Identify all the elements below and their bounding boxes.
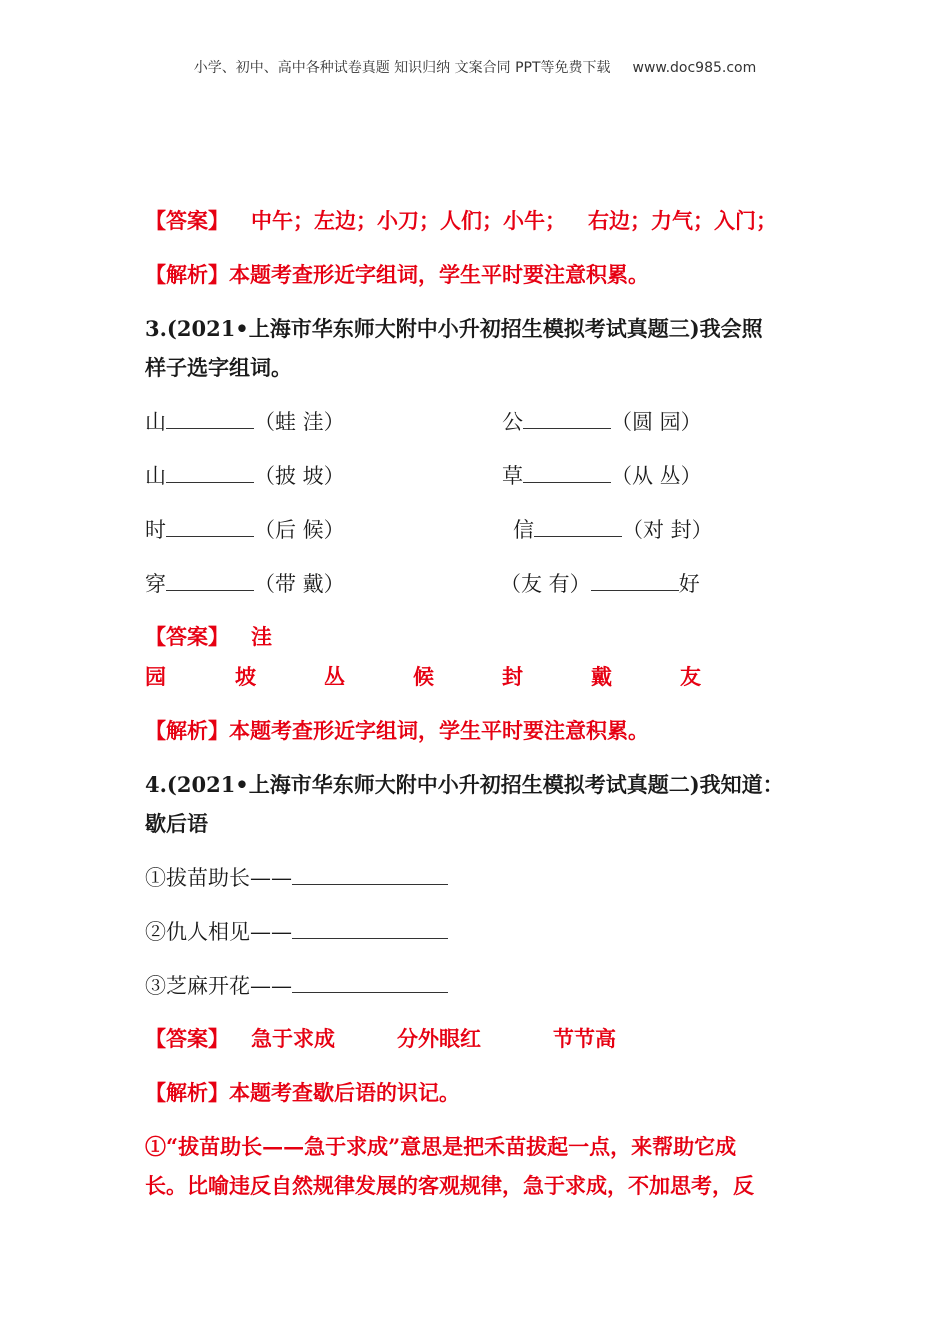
q2-answer-part1: 中午；左边；小刀；人们；小牛； xyxy=(251,208,566,233)
item-choices: （对 封） xyxy=(622,518,713,542)
item-prefix: 信 xyxy=(513,518,534,542)
q4-analysis-line xyxy=(145,1078,460,1108)
item-prefix: 草 xyxy=(502,464,523,488)
q2-answer-part2: 右边；力气；入门； xyxy=(588,208,777,233)
answer-blank[interactable] xyxy=(292,862,448,885)
answer-label: 【答案】 xyxy=(145,208,229,233)
item-choices: （披 坡） xyxy=(254,464,345,488)
item-prefix: 时 xyxy=(145,518,166,542)
q4-title-line2: 歇后语 xyxy=(145,811,208,836)
q3-analysis-line xyxy=(145,716,649,746)
item-suffix: 好 xyxy=(678,572,700,596)
q3-title-line1: 3.(2021•上海市华东师大附中小升初招生模拟考试真题三)我会照 xyxy=(145,316,763,341)
item-choices: （从 丛） xyxy=(611,464,702,488)
answer-blank[interactable] xyxy=(166,406,254,429)
answer-label: 【答案】 xyxy=(145,1026,229,1051)
answer-blank[interactable] xyxy=(523,406,611,429)
q3-analysis-text: 本题考查形近字组词，学生平时要注意积累。 xyxy=(229,718,649,743)
q3-answer-item: 封 xyxy=(502,664,523,689)
q2-answer-line xyxy=(145,206,777,236)
q4-answer-item: 节节高 xyxy=(553,1026,616,1051)
q3-answer-item: 坡 xyxy=(235,664,256,689)
q3-item-2 xyxy=(502,406,702,437)
item-choices: （友 有） xyxy=(500,572,591,596)
answer-blank[interactable] xyxy=(292,916,448,939)
header-text: 小学、初中、高中各种试卷真题 知识归纳 文案合同 PPT等免费下载 xyxy=(193,60,611,76)
analysis-label: 【解析】 xyxy=(145,262,229,287)
item-choices: （圆 园） xyxy=(611,410,702,434)
q3-item-6 xyxy=(513,514,713,545)
q3-answer-item: 友 xyxy=(680,664,701,689)
q4-analysis-text: 本题考查歇后语的识记。 xyxy=(229,1080,460,1105)
item-choices: （后 候） xyxy=(254,518,345,542)
q3-answer-item: 戴 xyxy=(591,664,612,689)
item-prefix: 穿 xyxy=(145,572,166,596)
q4-answer-item: 分外眼红 xyxy=(397,1026,481,1051)
q4-item-3 xyxy=(145,970,448,1001)
header-url[interactable]: www.doc985.com xyxy=(632,60,757,76)
q3-title-line2: 样子选字组词。 xyxy=(145,355,292,380)
q4-answer-line xyxy=(145,1024,616,1054)
q3-item-7 xyxy=(145,568,345,599)
q3-answer-line xyxy=(145,622,272,652)
answer-blank[interactable] xyxy=(534,514,622,537)
q3-answer-first: 洼 xyxy=(251,624,272,649)
answer-blank[interactable] xyxy=(523,460,611,483)
q3-answer-row xyxy=(145,662,701,692)
q4-item-text: ③芝麻开花—— xyxy=(145,974,292,998)
q4-item-2 xyxy=(145,916,448,947)
q2-analysis-text: 本题考查形近字组词，学生平时要注意积累。 xyxy=(229,262,649,287)
q3-item-4 xyxy=(502,460,702,491)
q4-answer-item: 急于求成 xyxy=(251,1026,335,1051)
q3-item-1 xyxy=(145,406,345,437)
analysis-label: 【解析】 xyxy=(145,718,229,743)
item-choices: （蛙 洼） xyxy=(254,410,345,434)
q2-analysis-line xyxy=(145,260,649,290)
q3-answer-item: 园 xyxy=(145,664,166,689)
item-choices: （带 戴） xyxy=(254,572,345,596)
item-prefix: 公 xyxy=(502,410,523,434)
q3-item-3 xyxy=(145,460,345,491)
q4-item-text: ②仇人相见—— xyxy=(145,920,292,944)
q4-explain-line1: ①“拔苗助长——急于求成”意思是把禾苗拔起一点，来帮助它成 xyxy=(145,1134,737,1159)
item-prefix: 山 xyxy=(145,410,166,434)
answer-blank[interactable] xyxy=(166,460,254,483)
q4-item-text: ①拔苗助长—— xyxy=(145,866,292,890)
q3-answer-item: 丛 xyxy=(324,664,345,689)
answer-label: 【答案】 xyxy=(145,624,229,649)
q3-item-5 xyxy=(145,514,345,545)
answer-blank[interactable] xyxy=(166,514,254,537)
q4-title-line1: 4.(2021•上海市华东师大附中小升初招生模拟考试真题二)我知道： xyxy=(145,772,784,797)
analysis-label: 【解析】 xyxy=(145,1080,229,1105)
answer-blank[interactable] xyxy=(591,568,679,591)
answer-blank[interactable] xyxy=(166,568,254,591)
item-prefix: 山 xyxy=(145,464,166,488)
page-header xyxy=(0,57,950,77)
answer-blank[interactable] xyxy=(292,970,448,993)
q4-item-1 xyxy=(145,862,448,893)
q3-item-8 xyxy=(500,568,700,599)
q4-explain-line2: 长。比喻违反自然规律发展的客观规律，急于求成，不加思考，反 xyxy=(145,1173,754,1198)
q3-answer-item: 候 xyxy=(413,664,434,689)
